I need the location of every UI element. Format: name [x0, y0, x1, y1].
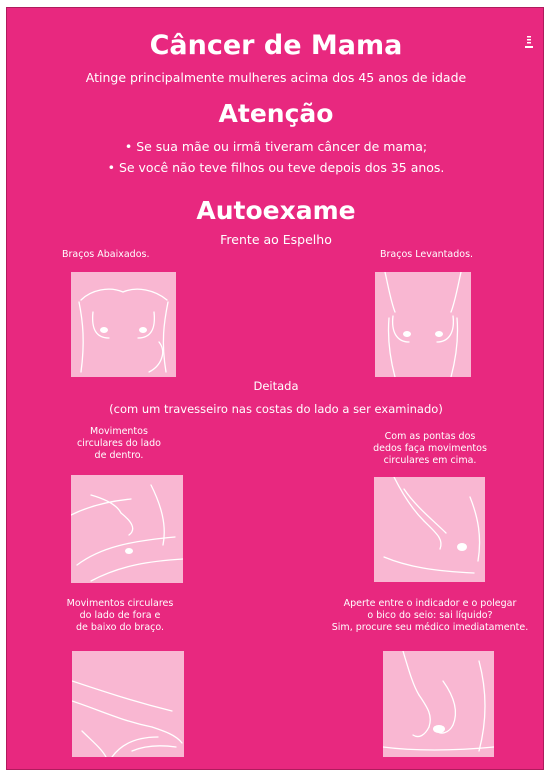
step-label-outer-circles: Movimentos circulares do lado de fora e de baixo do braço.: [66, 598, 174, 633]
illustration-arms-up: [375, 272, 471, 377]
mirror-subheading: Frente ao Espelho: [220, 232, 332, 247]
lying-heading: Deitada: [253, 379, 299, 393]
illustration-arms-down: [71, 272, 176, 377]
poster: [6, 7, 544, 770]
lying-note: (com um travesseiro nas costas do lado a ser examinado): [109, 402, 443, 416]
step-label-top-circles: Com as pontas dos dedos faça movimentos circulares em cima.: [373, 431, 487, 466]
attention-item: • Se você não teve filhos ou teve depois dos 35 anos.: [107, 160, 445, 175]
poster-title: Câncer de Mama: [149, 30, 403, 61]
attention-heading: Atenção: [218, 99, 334, 128]
step-label-inner-circles: Movimentos circulares do lado de dentro.: [77, 426, 161, 461]
illustration-outer-circles: [72, 651, 184, 757]
illustration-squeeze-nipple: [383, 651, 494, 757]
poster-subtitle: Atinge principalmente mulheres acima dos 45 anos de idade: [85, 70, 467, 85]
illustration-top-circles: [374, 477, 485, 582]
self-exam-heading: Autoexame: [196, 196, 356, 225]
attention-item: • Se sua mãe ou irmã tiveram câncer de mama;: [124, 139, 428, 154]
step-label-squeeze-nipple: Aperte entre o indicador e o polegar o bico do seio: sai líquido? Sim, procure seu médico imediatamente.: [331, 598, 529, 633]
illustration-inner-circles: [71, 475, 183, 583]
step-label-arms-down: Braços Abaixados.: [62, 249, 150, 260]
step-label-arms-up: Braços Levantados.: [380, 249, 474, 260]
